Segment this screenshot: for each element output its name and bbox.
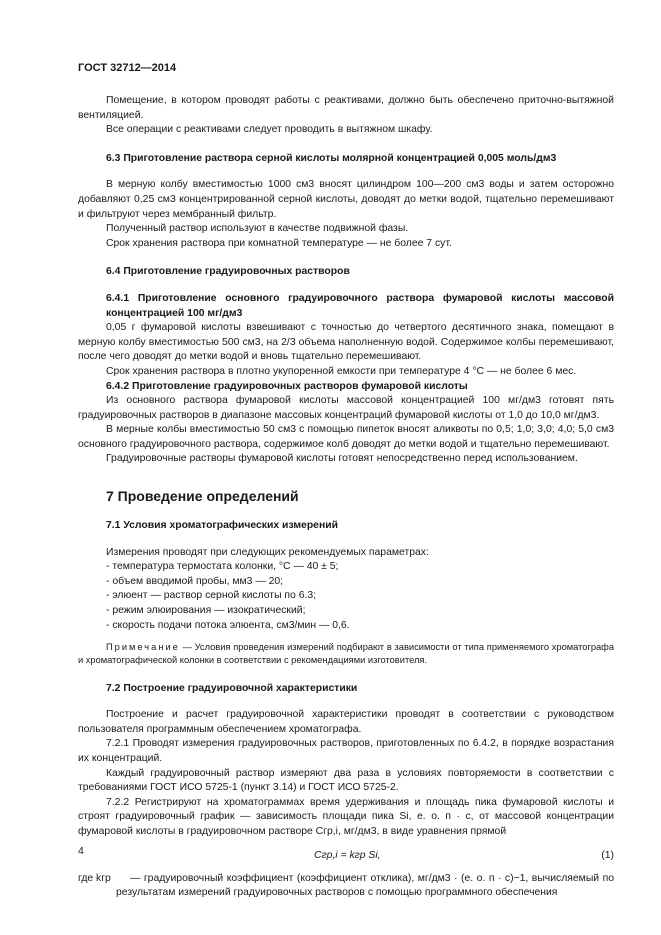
section-6-3-paragraph-3: Срок хранения раствора при комнатной температуре — не более 7 сут. (106, 237, 452, 249)
section-7-2-1-paragraph-1: 7.2.1 Проводят измерения градуировочных растворов, приготовленных по 6.4.2, в порядке возрастания их концентраций. (78, 738, 614, 764)
section-7-2-heading: 7.2 Построение градуировочной характеристики (106, 682, 358, 694)
section-6-4-1-paragraph-1: 0,05 г фумаровой кислоты взвешивают с точностью до четвертого десятичного знака, помещают в мерную колбу вместимостью 500 см3, на 2/3 объема наполненную водой. Содержимое колбы перемешивают, после чего доводят до метки водой и вновь тщательно перемешивают. (78, 322, 614, 363)
parameter-list-item: - режим элюирования — изократический; (106, 605, 306, 617)
where-text: — градуировочный коэффициент (коэффициент отклика), мг/дм3 · (е. о. п · с)−1, вычисляемый по результатам измерений градуировочных растворов с помощью программного обеспечения (116, 872, 614, 899)
equation-expression: Cгр,i = kгр Si, (314, 849, 381, 861)
parameter-list-item: - объем вводимой пробы, мм3 — 20; (106, 575, 284, 587)
note-label: Примечание (106, 642, 180, 653)
section-7-1-intro: Измерения проводят при следующих рекомендуемых параметрах: (106, 546, 429, 558)
section-7-2-2-paragraph-1: 7.2.2 Регистрируют на хроматограммах время удерживания и площадь пика фумаровой кислоты и строят градуировочный график — зависимость площади пика Si, е. о. п · с, от массовой концентрации фумаровой кислоты в градуировочном растворе Cгр,i, мг/дм3, в виде уравнения прямой (78, 796, 614, 837)
where-definition (78, 872, 614, 901)
section-7-1-heading: 7.1 Условия хроматографических измерений (106, 520, 338, 532)
note-text: — Условия проведения измерений подбирают в зависимости от типа применяемого хроматографа и хроматографической колонки в соответствии с рекомендациями изготовителя. (78, 642, 614, 666)
note-paragraph (78, 641, 614, 667)
intro-paragraph-2: Все операции с реактивами следует проводить в вытяжном шкафу. (106, 124, 433, 136)
intro-paragraph-1: Помещение, в котором проводят работы с реактивами, должно быть обеспечено приточно-вытяжной вентиляцией. (78, 95, 614, 121)
parameter-list-item: - скорость подачи потока элюента, см3/мин — 0,6. (106, 619, 350, 631)
document-header (78, 61, 176, 76)
section-6-4-heading: 6.4 Приготовление градуировочных растворов (106, 266, 350, 278)
where-clause (78, 872, 614, 901)
section-7-2-paragraph-1: Построение и расчет градуировочной характеристики проводят в соответствии с руководством пользователя программным обеспечением хроматографа. (78, 709, 614, 735)
section-6-4-1-paragraph-2: Срок хранения раствора в плотно укупоренной емкости при температуре 4 °С — не более 6 мес. (106, 365, 577, 377)
section-7-heading: 7 Проведение определений (106, 488, 299, 505)
section-6-3-paragraph-1: В мерную колбу вместимостью 1000 см3 вносят цилиндром 100—200 см3 воды и затем осторожно добавляют 0,25 см3 концентрированной серной кислоты, доводят до метки водой, тщательно перемешивают и фильтруют через мембранный фильтр. (78, 179, 614, 220)
section-6-3-heading: 6.3 Приготовление раствора серной кислоты молярной концентрацией 0,005 моль/дм3 (106, 152, 557, 164)
page-number: 4 (78, 845, 84, 857)
section-6-4-2-paragraph-3: Градуировочные растворы фумаровой кислоты готовят непосредственно перед использованием. (106, 453, 578, 465)
parameter-list-item: - элюент — раствор серной кислоты по 6.3; (106, 590, 317, 602)
where-label: где kгр (78, 872, 111, 884)
section-6-4-2-paragraph-2: В мерные колбы вместимостью 50 см3 с помощью пипеток вносят аликвоты по 0,5; 1,0; 3,0; 4,0; 5,0 см3 основного градуировочного раствора, содержимое колб доводят до метки водой и тщательно перемешивают. (78, 424, 614, 450)
section-6-3-paragraph-2: Полученный раствор используют в качестве подвижной фазы. (106, 223, 409, 235)
section-6-4-2-paragraph-1: Из основного раствора фумаровой кислоты массовой концентрацией 100 мг/дм3 готовят пять градуировочных растворов в диапазоне массовых концентраций фумаровой кислоты от 1,0 до 10,0 мг/дм3. (78, 395, 614, 421)
equation-number: (1) (601, 849, 614, 861)
page-body (78, 94, 614, 901)
doc-id: ГОСТ 32712—2014 (78, 62, 177, 74)
section-7-2-1-paragraph-2: Каждый градуировочный раствор измеряют два раза в условиях повторяемости в соответствии с требованиями ГОСТ ИСО 5725-1 (пункт 3.14) и ГОСТ ИСО 5725-2. (78, 767, 614, 794)
section-6-4-1-heading: 6.4.1 Приготовление основного градуировочного раствора фумаровой кислоты массовой концентрацией 100 мг/дм3 (106, 292, 614, 319)
section-6-4-2-heading: 6.4.2 Приготовление градуировочных растворов фумаровой кислоты (106, 380, 468, 392)
parameter-list-item: - температура термостата колонки, °С — 40 ± 5; (106, 561, 339, 573)
equation-1 (78, 846, 614, 868)
